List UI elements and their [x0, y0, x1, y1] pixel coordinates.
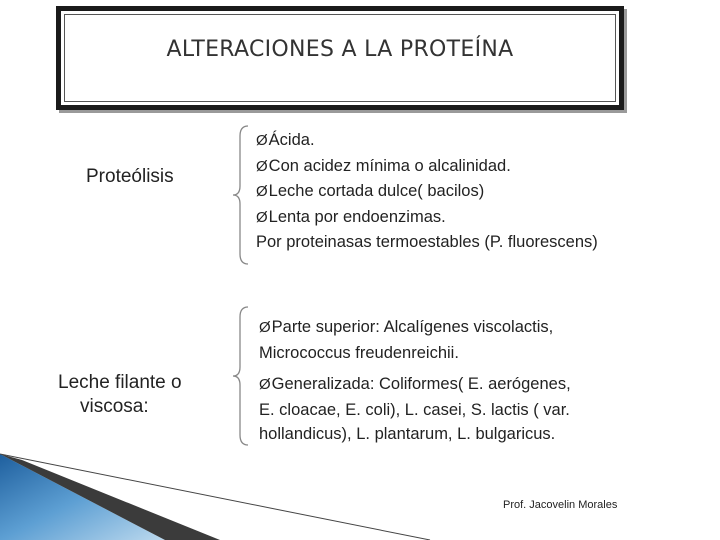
list-item: ØLeche cortada dulce( bacilos): [256, 182, 485, 200]
list-item: ØCon acidez mínima o alcalinidad.: [256, 156, 511, 175]
leche-filante-item-2: ØGeneralizada: Coliformes( E. aerógenes, E. cloacae, E. coli), L. casei, S. lactis ( var. hollandicus), L. plantarum, L. bulgaricus.: [259, 375, 571, 443]
arrow-bullet-icon: Ø: [259, 319, 271, 336]
author-footer: Prof. Jacovelin Morales: [503, 499, 618, 511]
proteolisis-label: Proteólisis: [86, 166, 174, 187]
arrow-bullet-icon: Ø: [256, 157, 268, 175]
decorative-wedge: [0, 440, 720, 540]
leche-filante-brace: [230, 305, 252, 447]
list-item-extra: Por proteinasas termoestables (P. fluorescens): [256, 233, 598, 251]
proteolisis-brace: [230, 124, 252, 266]
leche-filante-item-1: ØParte superior: Alcalígenes viscolactis, Micrococcus freudenreichii.: [259, 318, 554, 362]
arrow-bullet-icon: Ø: [256, 132, 268, 149]
arrow-bullet-icon: Ø: [256, 183, 268, 200]
proteolisis-list: [256, 128, 598, 255]
arrow-bullet-icon: Ø: [256, 208, 268, 226]
title-frame: [56, 6, 624, 110]
leche-filante-label: Leche filante o viscosa:: [58, 372, 182, 417]
slide-title: ALTERACIONES A LA PROTEÍNA: [166, 37, 514, 62]
arrow-bullet-icon: Ø: [259, 376, 271, 393]
list-item: ØÁcida.: [256, 131, 315, 149]
list-item: ØLenta por endoenzimas.: [256, 207, 446, 226]
